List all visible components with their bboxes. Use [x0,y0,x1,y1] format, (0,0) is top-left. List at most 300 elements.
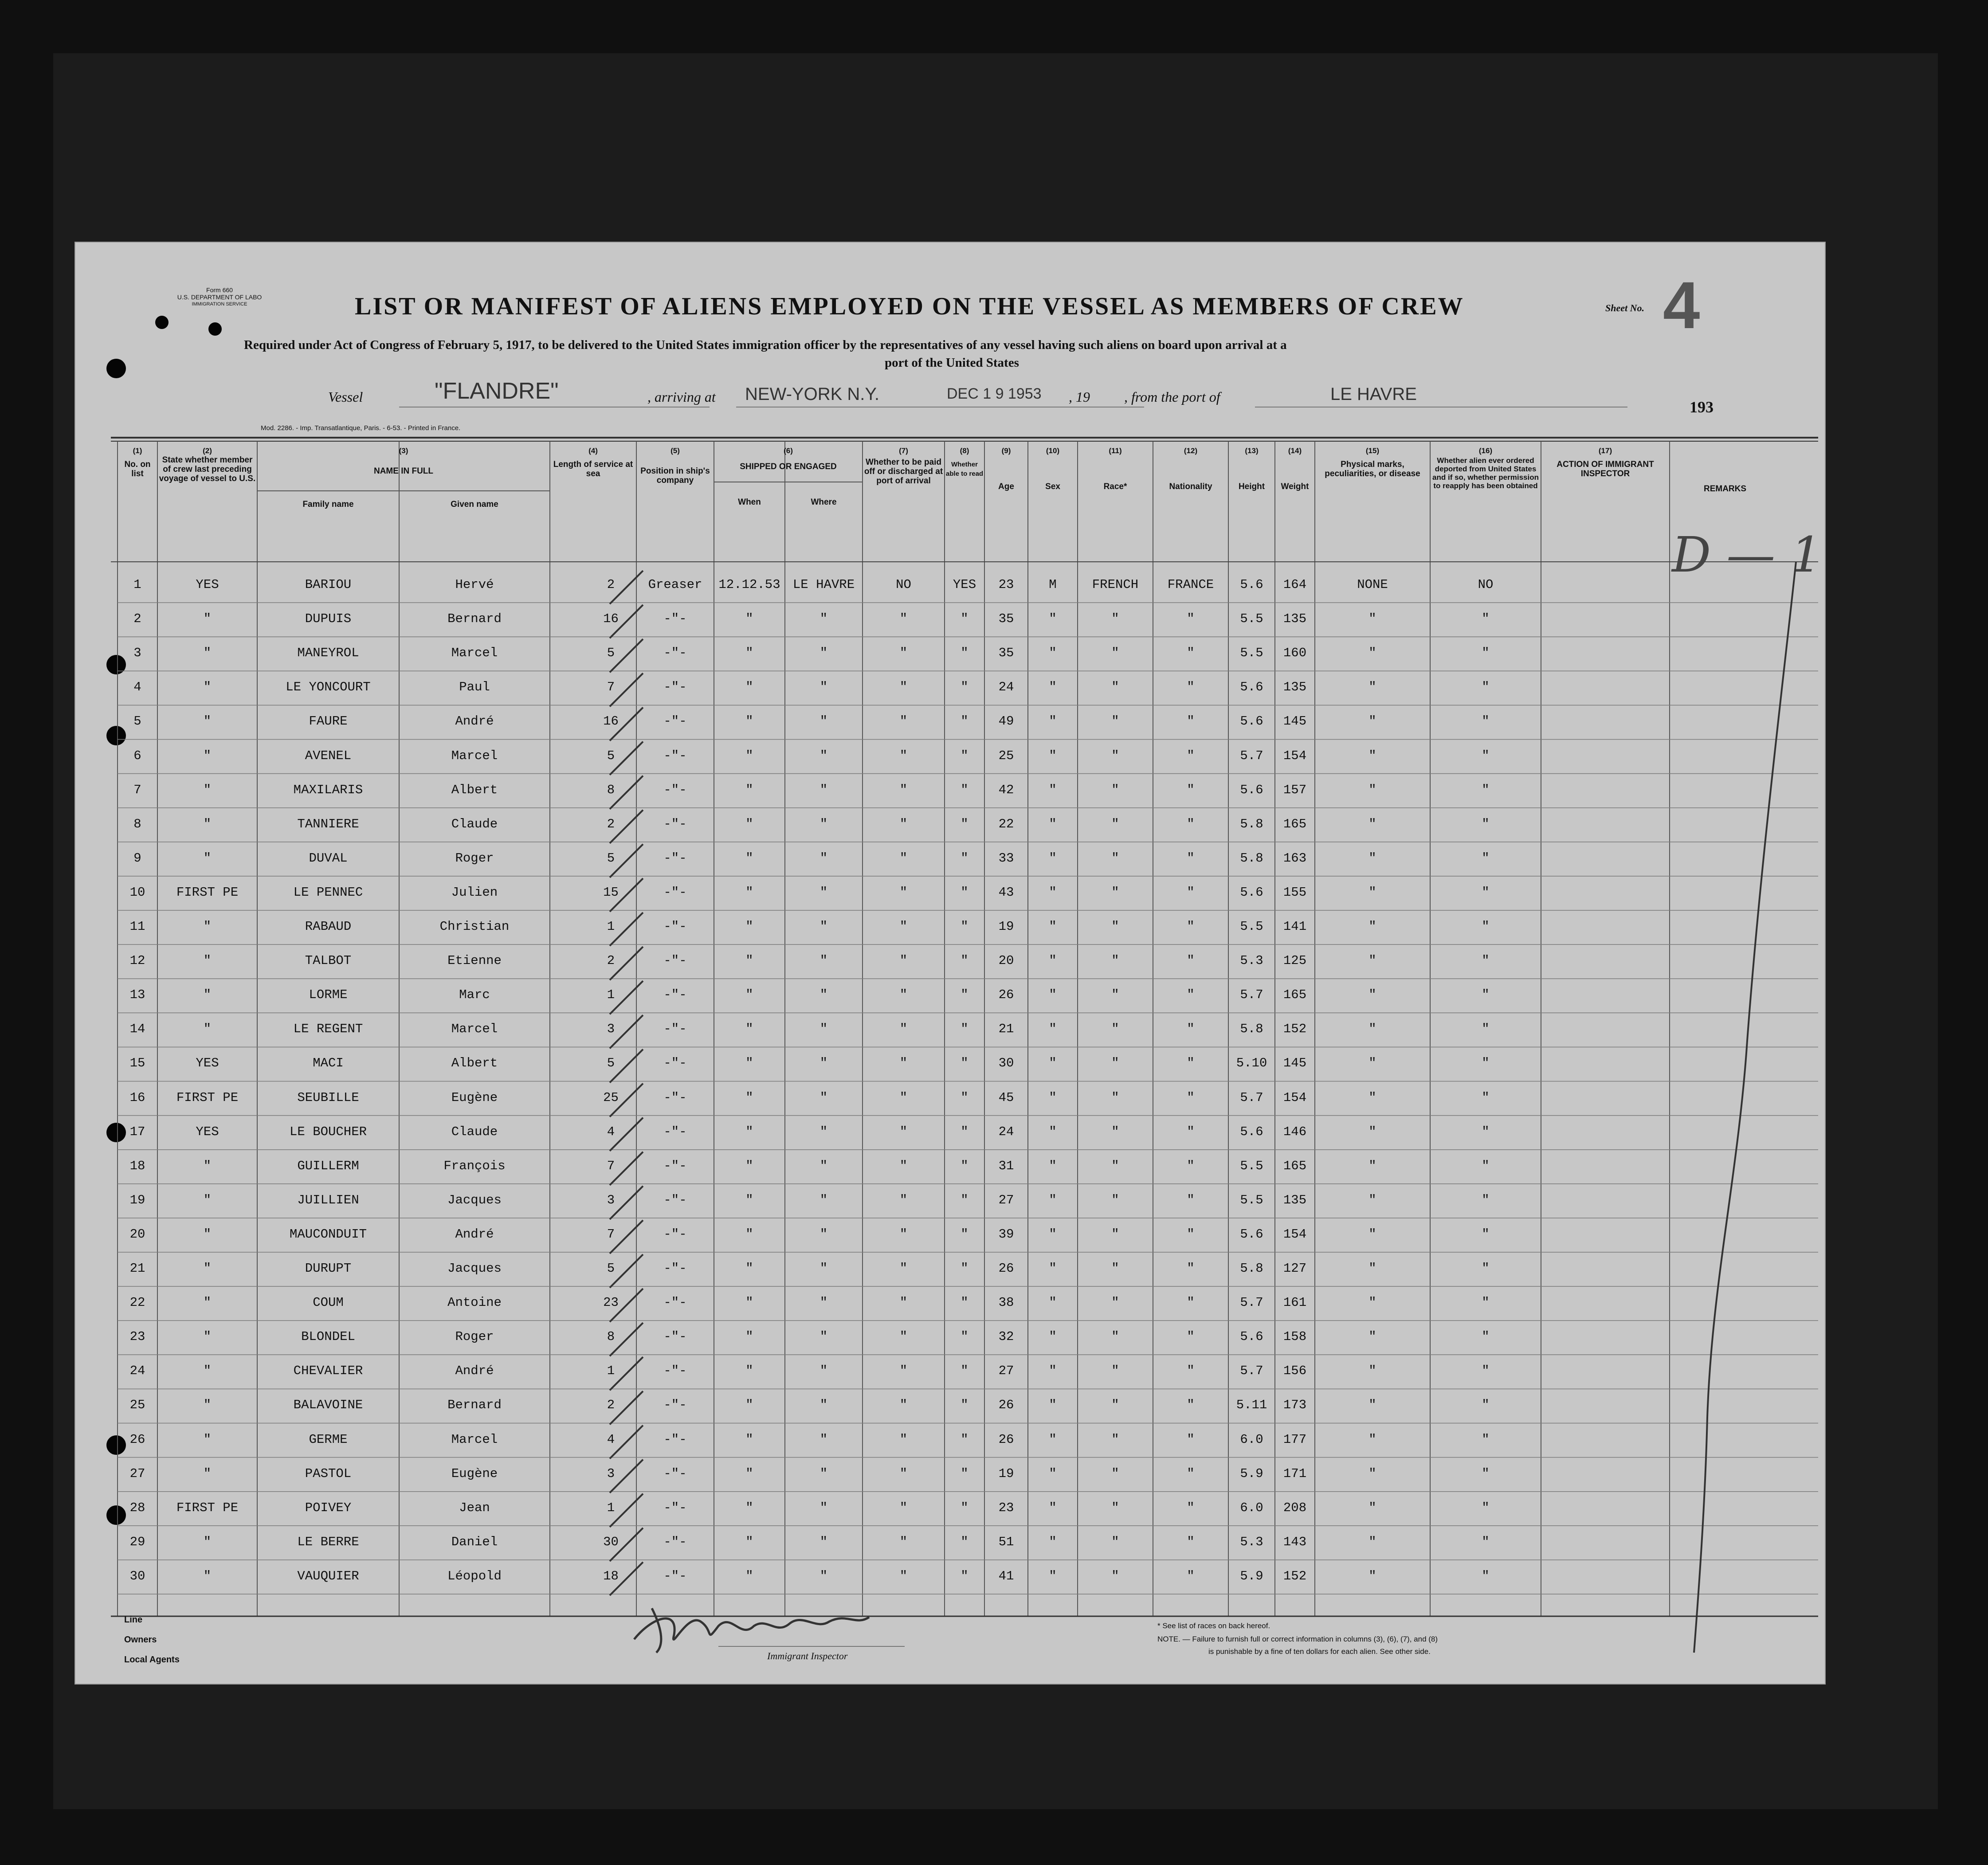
cell-when: " [745,1158,753,1173]
cell-phys: " [1368,1398,1376,1413]
cell-nat: " [1187,1158,1195,1173]
column-number: (12) [1184,447,1198,455]
cell-paid: " [899,1022,908,1037]
cell-position: -"- [663,1090,687,1105]
cell-race: " [1111,919,1119,934]
cell-age: 22 [998,816,1014,831]
cell-read: " [961,1398,969,1413]
cell-when: " [745,1500,753,1515]
cell-sex: " [1049,987,1057,1003]
cell-age: 45 [998,1090,1014,1105]
header-race: Race* [1103,482,1127,491]
cell-nat: " [1187,1466,1195,1481]
column-number: (15) [1365,447,1380,455]
cell-paid: " [899,1363,908,1379]
column-number: (1) [133,447,142,455]
cell-phys: " [1368,1500,1376,1515]
cell-family: JUILLIEN [297,1192,359,1207]
cell-length: 8 [607,782,615,797]
cell-given: Antoine [447,1295,502,1310]
cell-weight: 145 [1283,1056,1307,1071]
header-weight: Weight [1281,482,1309,491]
cell-paid: " [899,1261,908,1276]
cell-length: 1 [607,1363,615,1379]
cell-race: " [1111,1226,1119,1242]
header-shipped-engaged: SHIPPED OR ENGAGED [740,462,837,471]
cell-read: " [961,782,969,797]
cell-position: -"- [663,885,687,900]
cell-phys: " [1368,1363,1376,1379]
header-family-name: Family name [302,500,354,509]
header-remarks: REMARKS [1703,484,1747,494]
cell-given: André [455,1363,494,1379]
cell-family: DURUPT [305,1261,352,1276]
cell-prev: " [203,1432,212,1447]
cell-read: " [961,1226,969,1242]
cell-where: " [820,748,828,763]
cell-where: " [820,611,828,627]
header-no-on-list: No. on list [124,460,151,478]
cell-prev: " [203,611,212,627]
cell-weight: 177 [1283,1432,1307,1447]
cell-where: " [820,1295,828,1310]
cell-paid: " [899,1158,908,1173]
cell-race: " [1111,1090,1119,1105]
cell-phys: " [1368,885,1376,900]
cell-deport: " [1482,1363,1490,1379]
cell-length: 7 [607,680,615,695]
cell-where: " [820,1124,828,1139]
cell-sex: " [1049,611,1057,627]
cell-nat: " [1187,1329,1195,1344]
cell-prev: " [203,748,212,763]
cell-when: " [745,816,753,831]
cell-weight: 165 [1283,1158,1307,1173]
cell-age: 26 [998,1398,1014,1413]
cell-prev: " [203,1158,212,1173]
cell-phys: " [1368,919,1376,934]
cell-length: 2 [607,577,615,592]
cell-length: 5 [607,1056,615,1071]
cell-family: BALAVOINE [293,1398,363,1413]
cell-age: 31 [998,1158,1014,1173]
cell-read: " [961,1158,969,1173]
cell-read: " [961,1261,969,1276]
cell-weight: 155 [1283,885,1307,900]
cell-family: MACI [313,1056,344,1071]
subtitle-line2: port of the United States [885,356,1019,370]
cell-height: 5.9 [1240,1466,1263,1481]
cell-paid: " [899,1398,908,1413]
cell-no: 11 [129,919,145,934]
cell-phys: " [1368,680,1376,695]
cell-weight: 208 [1283,1500,1307,1515]
cell-given: Marcel [451,1022,498,1037]
cell-when: " [745,611,753,627]
cell-sex: " [1049,1466,1057,1481]
header-paid-off: Whether to be paid off or discharged at port of arrival [864,458,943,486]
cell-deport: " [1482,1432,1490,1447]
cell-family: DUPUIS [305,611,352,627]
cell-length: 5 [607,1261,615,1276]
cell-height: 5.3 [1240,953,1263,968]
cell-weight: 163 [1283,850,1307,866]
cell-prev: " [203,953,212,968]
cell-height: 5.3 [1240,1534,1263,1549]
cell-age: 49 [998,714,1014,729]
cell-paid: " [899,1124,908,1139]
cell-position: -"- [663,1022,687,1037]
cell-position: -"- [663,1226,687,1242]
cell-nat: " [1187,1363,1195,1379]
cell-phys: " [1368,1329,1376,1344]
cell-prev: YES [196,577,219,592]
vessel-label: Vessel [328,389,363,405]
cell-given: Eugène [451,1090,498,1105]
cell-height: 5.9 [1240,1568,1263,1583]
cell-race: " [1111,850,1119,866]
cell-paid: " [899,919,908,934]
cell-position: -"- [663,1568,687,1583]
cell-prev: " [203,1329,212,1344]
cell-age: 20 [998,953,1014,968]
cell-weight: 152 [1283,1022,1307,1037]
cell-race: " [1111,987,1119,1003]
from-port: LE HAVRE [1330,384,1417,404]
note-line2: is punishable by a fine of ten dollars for each alien. See other side. [1208,1647,1431,1656]
cell-phys: " [1368,1056,1376,1071]
cell-race: " [1111,1124,1119,1139]
cell-no: 3 [133,646,141,661]
cell-phys: " [1368,1261,1376,1276]
cell-given: Léopold [447,1568,502,1583]
cell-paid: " [899,1568,908,1583]
cell-read: " [961,885,969,900]
cell-phys: NONE [1357,577,1388,592]
header-sex: Sex [1045,482,1060,491]
cell-height: 6.0 [1240,1432,1263,1447]
cell-given: Jacques [447,1192,502,1207]
cell-sex: " [1049,1432,1057,1447]
cell-deport: " [1482,748,1490,763]
cell-where: " [820,1432,828,1447]
cell-where: " [820,1090,828,1105]
cell-height: 5.10 [1236,1056,1267,1071]
cell-no: 14 [129,1022,145,1037]
cell-where: " [820,1466,828,1481]
cell-sex: " [1049,1363,1057,1379]
cell-when: " [745,885,753,900]
cell-prev: " [203,1261,212,1276]
cell-position: -"- [663,850,687,866]
cell-phys: " [1368,987,1376,1003]
cell-position: -"- [663,748,687,763]
cell-read: " [961,850,969,866]
cell-phys: " [1368,1090,1376,1105]
cell-given: Eugène [451,1466,498,1481]
cell-when: " [745,1022,753,1037]
cell-no: 12 [129,953,145,968]
cell-paid: " [899,953,908,968]
cell-phys: " [1368,611,1376,627]
cell-family: RABAUD [305,919,352,934]
cell-weight: 171 [1283,1466,1307,1481]
cell-where: " [820,1158,828,1173]
cell-no: 7 [133,782,141,797]
column-number: (11) [1109,447,1122,455]
column-number: (7) [899,447,908,455]
cell-read: " [961,611,969,627]
cell-where: " [820,1500,828,1515]
cell-nat: " [1187,714,1195,729]
cell-where: " [820,1568,828,1583]
cell-position: -"- [663,816,687,831]
cell-no: 9 [133,850,141,866]
cell-age: 32 [998,1329,1014,1344]
cell-phys: " [1368,953,1376,968]
cell-read: " [961,1056,969,1071]
cell-where: " [820,1226,828,1242]
cell-where: " [820,680,828,695]
cell-sex: " [1049,1056,1057,1071]
cell-sex: " [1049,1192,1057,1207]
cell-height: 5.6 [1240,1226,1263,1242]
cell-age: 26 [998,1261,1014,1276]
cell-paid: " [899,987,908,1003]
cell-deport: NO [1478,577,1494,592]
cell-nat: " [1187,782,1195,797]
cell-race: " [1111,782,1119,797]
cell-sex: M [1049,577,1057,592]
cell-no: 8 [133,816,141,831]
cell-read: " [961,816,969,831]
cell-given: Bernard [447,611,502,627]
cell-family: LE YONCOURT [286,680,371,695]
cell-sex: " [1049,782,1057,797]
column-number: (13) [1245,447,1259,455]
cell-phys: " [1368,1192,1376,1207]
cell-race: " [1111,1466,1119,1481]
cell-given: Claude [451,1124,498,1139]
cell-deport: " [1482,680,1490,695]
column-number: (8) [960,447,969,455]
vessel-name: "FLANDRE" [435,378,559,404]
cell-paid: " [899,1192,908,1207]
cell-length: 7 [607,1158,615,1173]
cell-sex: " [1049,748,1057,763]
cell-weight: 135 [1283,1192,1307,1207]
cell-sex: " [1049,1534,1057,1549]
cell-deport: " [1482,1466,1490,1481]
cell-read: " [961,748,969,763]
cell-deport: " [1482,1226,1490,1242]
cell-nat: " [1187,1500,1195,1515]
cell-deport: " [1482,646,1490,661]
cell-no: 22 [129,1295,145,1310]
cell-weight: 146 [1283,1124,1307,1139]
form-number: Form 660 [206,286,233,294]
cell-where: " [820,1363,828,1379]
cell-read: YES [953,577,976,592]
agents-label: Local Agents [124,1655,180,1665]
cell-sex: " [1049,816,1057,831]
cell-weight: 154 [1283,748,1307,763]
cell-weight: 173 [1283,1398,1307,1413]
cell-prev: " [203,987,212,1003]
cell-phys: " [1368,1568,1376,1583]
cell-age: 43 [998,885,1014,900]
cell-deport: " [1482,1295,1490,1310]
cell-deport: " [1482,1500,1490,1515]
cell-family: BLONDEL [301,1329,355,1344]
cell-deport: " [1482,1329,1490,1344]
cell-family: COUM [313,1295,344,1310]
cell-position: -"- [663,646,687,661]
cell-no: 16 [129,1090,145,1105]
cell-when: " [745,1398,753,1413]
sheet-number: 4 [1663,268,1700,342]
cell-race: " [1111,680,1119,695]
cell-race: " [1111,1158,1119,1173]
cell-race: " [1111,714,1119,729]
cell-paid: " [899,885,908,900]
cell-when: " [745,714,753,729]
cell-nat: FRANCE [1167,577,1214,592]
cell-position: Greaser [648,577,702,592]
cell-prev: YES [196,1124,219,1139]
cell-age: 33 [998,850,1014,866]
cell-when: " [745,953,753,968]
cell-prev: " [203,1226,212,1242]
cell-phys: " [1368,1466,1376,1481]
cell-position: -"- [663,1363,687,1379]
cell-age: 23 [998,1500,1014,1515]
cell-where: " [820,1534,828,1549]
cell-length: 1 [607,919,615,934]
cell-length: 18 [603,1568,619,1583]
cell-age: 26 [998,987,1014,1003]
cell-where: " [820,1056,828,1071]
cell-age: 35 [998,611,1014,627]
cell-prev: " [203,680,212,695]
cell-when: " [745,919,753,934]
cell-read: " [961,714,969,729]
column-number: (2) [203,447,212,455]
cell-where: " [820,816,828,831]
cell-phys: " [1368,1432,1376,1447]
arrival-date: DEC 1 9 1953 [947,385,1042,402]
note-line1: NOTE. — Failure to furnish full or correct information in columns (3), (6), (7), and (8) [1157,1635,1438,1643]
cell-nat: " [1187,1022,1195,1037]
cell-family: POIVEY [305,1500,352,1515]
cell-weight: 127 [1283,1261,1307,1276]
cell-prev: " [203,782,212,797]
cell-deport: " [1482,1192,1490,1207]
cell-nat: " [1187,1192,1195,1207]
header-given-name: Given name [451,500,498,509]
cell-height: 5.6 [1240,1329,1263,1344]
department: U.S. DEPARTMENT OF LABO [177,294,262,301]
cell-length: 8 [607,1329,615,1344]
cell-no: 2 [133,611,141,627]
cell-no: 5 [133,714,141,729]
cell-paid: " [899,782,908,797]
cell-height: 6.0 [1240,1500,1263,1515]
cell-where: " [820,1329,828,1344]
cell-prev: FIRST PE [176,885,239,900]
cell-given: Bernard [447,1398,502,1413]
header-where: Where [811,498,837,507]
cell-age: 24 [998,680,1014,695]
cell-deport: " [1482,1158,1490,1173]
cell-prev: " [203,1568,212,1583]
cell-age: 26 [998,1432,1014,1447]
cell-nat: " [1187,646,1195,661]
printer-line: Mod. 2286. - Imp. Transatlantique, Paris. - 6-53. - Printed in France. [261,424,461,432]
cell-prev: " [203,1363,212,1379]
cell-prev: " [203,850,212,866]
cell-position: -"- [663,1056,687,1071]
cell-paid: " [899,1329,908,1344]
cell-height: 5.7 [1240,1295,1263,1310]
cell-length: 15 [603,885,619,900]
cell-paid: " [899,1466,908,1481]
inspector-signature [625,1599,874,1657]
cell-read: " [961,646,969,661]
cell-no: 20 [129,1226,145,1242]
cell-no: 18 [129,1158,145,1173]
cell-position: -"- [663,919,687,934]
cell-where: " [820,987,828,1003]
cell-race: " [1111,1261,1119,1276]
cell-weight: 165 [1283,816,1307,831]
cell-read: " [961,1432,969,1447]
header-age: Age [998,482,1014,491]
cell-paid: " [899,850,908,866]
cell-sex: " [1049,1124,1057,1139]
cell-deport: " [1482,1090,1490,1105]
cell-when: " [745,1226,753,1242]
cell-deport: " [1482,816,1490,831]
cell-height: 5.8 [1240,850,1263,866]
cell-sex: " [1049,1500,1057,1515]
column-number: (17) [1598,447,1612,455]
cell-nat: " [1187,1534,1195,1549]
cell-weight: 160 [1283,646,1307,661]
cell-when: " [745,1192,753,1207]
column-number: (10) [1046,447,1060,455]
cell-deport: " [1482,782,1490,797]
cell-nat: " [1187,1398,1195,1413]
cell-prev: " [203,646,212,661]
header-physical-marks: Physical marks, peculiarities, or disease [1325,460,1420,478]
cell-family: LE PENNEC [293,885,363,900]
cell-position: -"- [663,953,687,968]
cell-no: 24 [129,1363,145,1379]
cell-age: 42 [998,782,1014,797]
cell-sex: " [1049,1261,1057,1276]
cell-where: " [820,1261,828,1276]
cell-prev: FIRST PE [176,1500,239,1515]
cell-position: -"- [663,987,687,1003]
cell-race: " [1111,885,1119,900]
cell-given: Hervé [455,577,494,592]
header-height: Height [1238,482,1265,491]
cell-where: " [820,885,828,900]
cell-position: -"- [663,1158,687,1173]
cell-read: " [961,953,969,968]
cell-weight: 135 [1283,680,1307,695]
